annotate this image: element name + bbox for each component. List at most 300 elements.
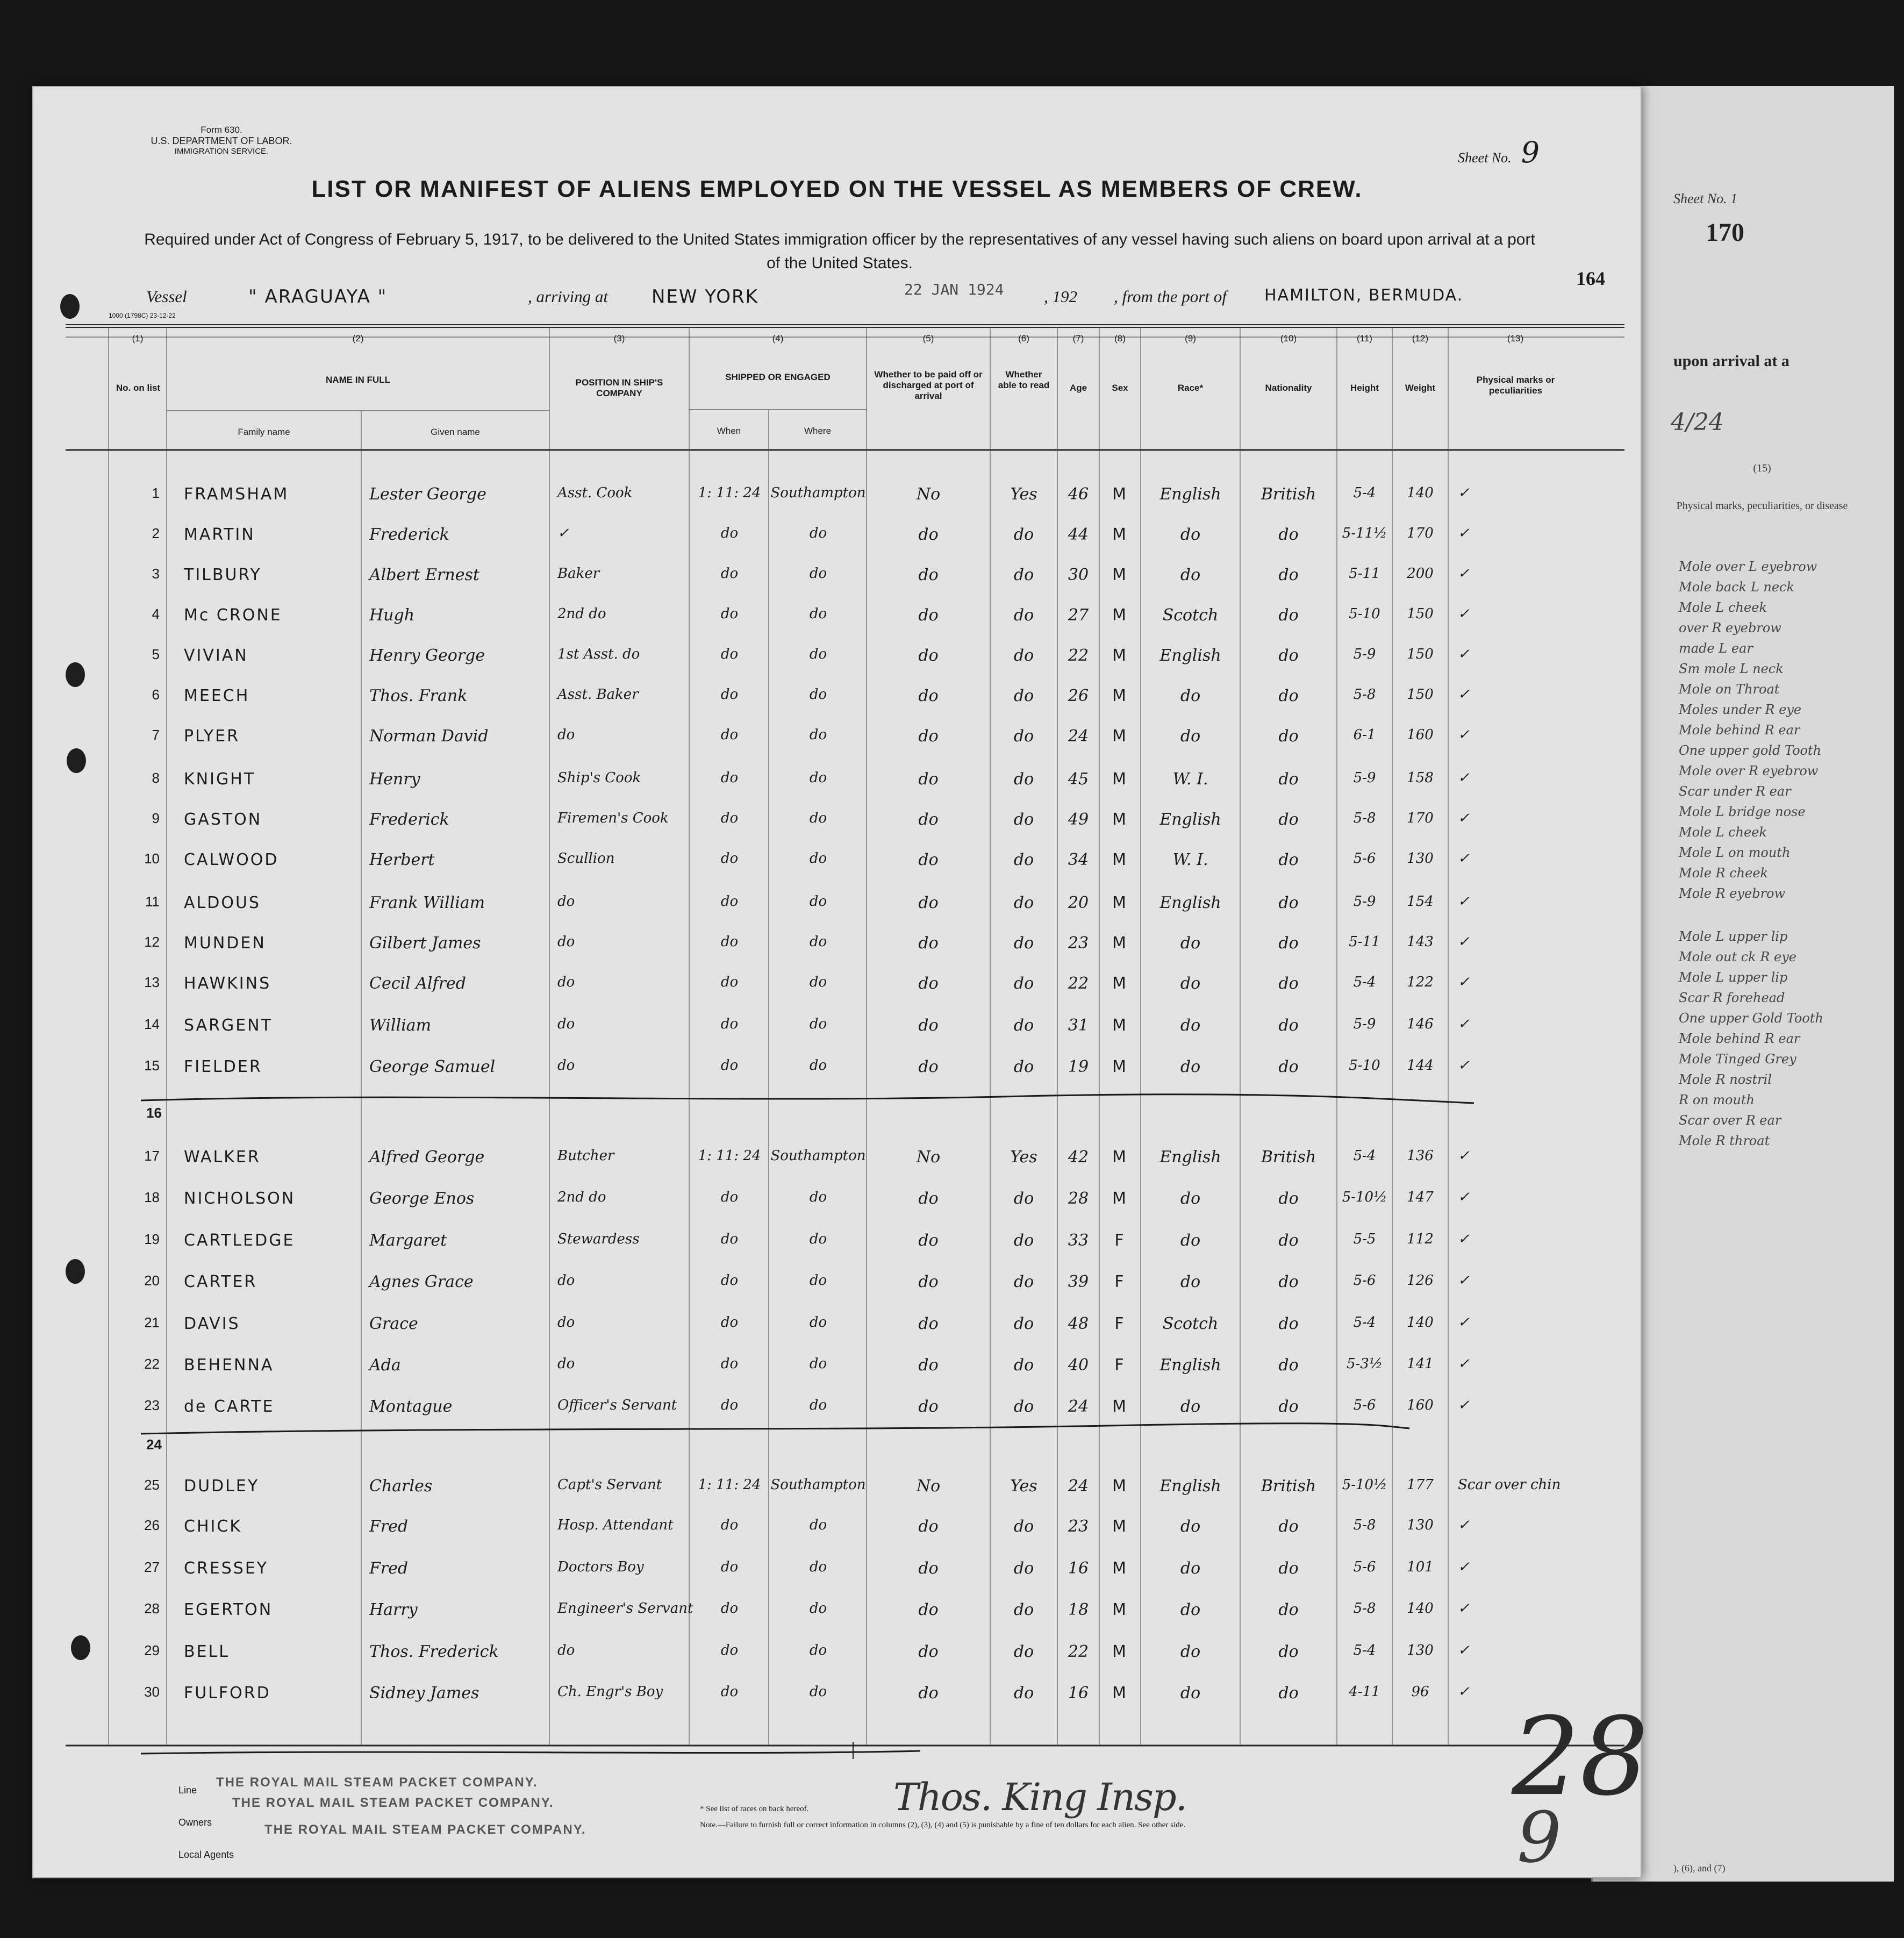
height-cell: 5-10	[1349, 606, 1380, 622]
race-cell: do	[1180, 1600, 1201, 1619]
footer-agents-label: Local Agents	[178, 1849, 234, 1860]
position-cell: Doctors Boy	[557, 1559, 644, 1575]
position-cell: Stewardess	[557, 1231, 640, 1247]
given-name-cell: Cecil Alfred	[369, 974, 466, 993]
date-stamp: 22 JAN 1924	[904, 281, 1004, 298]
nationality-cell: do	[1278, 1231, 1299, 1250]
given-name-cell: Albert Ernest	[369, 566, 479, 584]
weight-cell: 122	[1407, 974, 1434, 990]
when-cell: do	[720, 566, 739, 582]
where-cell: do	[809, 1397, 827, 1413]
column-number: (10)	[1280, 333, 1297, 344]
able-read-cell: do	[1013, 1642, 1034, 1661]
family-name-cell: MEECH	[184, 686, 250, 705]
height-cell: 5-6	[1353, 1272, 1376, 1289]
nationality-cell: British	[1261, 1477, 1316, 1496]
physical-marks-cell: ✓	[1458, 1057, 1470, 1074]
physical-marks-cell: ✓	[1458, 850, 1470, 867]
given-name-cell: Thos. Frederick	[369, 1642, 499, 1661]
family-name-cell: VIVIAN	[184, 646, 248, 665]
physical-marks-cell: ✓	[1458, 810, 1470, 826]
height-cell: 5-4	[1353, 1314, 1376, 1331]
able-read-cell: do	[1013, 810, 1034, 829]
height-cell: 5-4	[1353, 485, 1376, 501]
where-cell: do	[809, 646, 827, 662]
age-cell: 46	[1068, 485, 1089, 504]
row-number: 29	[144, 1642, 160, 1658]
given-name-cell: George Samuel	[369, 1057, 496, 1076]
family-name-cell: SARGENT	[184, 1016, 273, 1035]
physical-marks-cell: ✓	[1458, 646, 1470, 662]
family-name-cell: CARTER	[184, 1272, 257, 1291]
sex-cell: M	[1112, 1148, 1128, 1167]
height-cell: 5-10½	[1342, 1477, 1387, 1493]
where-cell: do	[809, 606, 827, 622]
family-name-cell: EGERTON	[184, 1600, 273, 1619]
weight-cell: 170	[1407, 810, 1434, 826]
race-cell: do	[1180, 934, 1201, 953]
where-cell: do	[809, 934, 827, 950]
when-cell: do	[720, 1397, 739, 1413]
sex-cell: M	[1112, 686, 1128, 705]
position-cell: 2nd do	[557, 1189, 606, 1205]
row-number: 30	[144, 1684, 160, 1700]
position-cell: do	[557, 1314, 575, 1331]
back-sheet-note: Mole L on mouth	[1679, 845, 1791, 860]
when-cell: do	[720, 1231, 739, 1247]
where-cell: do	[809, 686, 827, 703]
height-cell: 5-4	[1353, 1148, 1376, 1164]
weight-cell: 140	[1407, 1600, 1434, 1617]
physical-marks-cell: ✓	[1458, 1559, 1470, 1575]
nationality-cell: do	[1278, 1600, 1299, 1619]
where-cell: do	[809, 810, 827, 826]
where-cell: do	[809, 566, 827, 582]
sex-cell: M	[1112, 1057, 1128, 1076]
when-cell: do	[720, 974, 739, 990]
height-cell: 5-6	[1353, 1559, 1376, 1575]
height-cell: 4-11	[1349, 1684, 1380, 1700]
nine-annotation: 9	[1517, 1797, 1562, 1878]
sex-cell: M	[1112, 606, 1128, 625]
paid-off-cell: do	[918, 850, 939, 869]
family-name-cell: FULFORD	[184, 1684, 271, 1703]
paid-off-cell: do	[918, 934, 939, 953]
race-cell: do	[1180, 974, 1201, 993]
height-cell: 5-4	[1353, 974, 1376, 990]
height-cell: 5-4	[1353, 1642, 1376, 1658]
sex-cell: M	[1112, 485, 1128, 504]
year-label: , 192	[1044, 287, 1077, 306]
paid-off-cell: do	[918, 770, 939, 789]
given-name-cell: Ada	[369, 1356, 401, 1375]
weight-cell: 150	[1407, 686, 1434, 703]
sex-cell: F	[1114, 1314, 1126, 1333]
row-number: 27	[144, 1559, 160, 1575]
when-cell: do	[720, 1016, 739, 1032]
when-cell: do	[720, 1189, 739, 1205]
paid-off-cell: do	[918, 1517, 939, 1536]
nationality-cell: do	[1278, 727, 1299, 746]
sex-cell: M	[1112, 770, 1128, 789]
column-number: (6)	[1018, 333, 1029, 344]
height-cell: 5-8	[1353, 1517, 1376, 1533]
weight-cell: 160	[1407, 1397, 1434, 1413]
age-cell: 33	[1068, 1231, 1089, 1250]
able-read-cell: do	[1013, 1189, 1034, 1208]
race-cell: do	[1180, 1189, 1201, 1208]
position-cell: Butcher	[557, 1148, 614, 1164]
where-cell: do	[809, 1189, 827, 1205]
race-cell: do	[1180, 1642, 1201, 1661]
nationality-cell: British	[1261, 1148, 1316, 1167]
able-read-cell: do	[1013, 1559, 1034, 1578]
where-cell: do	[809, 1642, 827, 1658]
back-sheet-footer: ), (6), and (7)	[1673, 1863, 1726, 1873]
age-cell: 16	[1068, 1559, 1089, 1578]
row-number: 26	[144, 1517, 160, 1533]
physical-marks-cell: ✓	[1458, 1517, 1470, 1533]
weight-cell: 140	[1407, 485, 1434, 501]
able-read-cell: do	[1013, 525, 1034, 544]
header-where: Where	[804, 426, 832, 436]
inspector-signature: Thos. King Insp.	[893, 1775, 1186, 1819]
when-cell: do	[720, 810, 739, 826]
column-number: (12)	[1412, 333, 1429, 344]
race-cell: do	[1180, 1397, 1201, 1416]
back-sheet-note: Mole behind R ear	[1679, 723, 1800, 738]
paid-off-cell: do	[918, 1642, 939, 1661]
column-number: (1)	[132, 333, 144, 344]
back-sheet-note: made L ear	[1679, 641, 1753, 656]
age-cell: 40	[1068, 1356, 1089, 1375]
back-sheet-note: Sm mole L neck	[1679, 661, 1784, 676]
sex-cell: M	[1112, 1016, 1128, 1035]
page-subtitle: Required under Act of Congress of February 5, 1917, to be delivered to the United States immigration officer by the representatives of any vessel having such aliens on board upon arrival at a port of the United States.	[144, 231, 1535, 272]
column-number: (7)	[1072, 333, 1084, 344]
race-cell: English	[1159, 893, 1221, 912]
given-name-cell: Fred	[369, 1517, 409, 1536]
back-sheet-note: Mole L bridge nose	[1679, 804, 1806, 819]
family-name-cell: CALWOOD	[184, 850, 279, 869]
back-sheet-arrival: upon arrival at a	[1673, 352, 1790, 370]
race-cell: do	[1180, 727, 1201, 746]
sex-cell: M	[1112, 525, 1128, 544]
weight-cell: 130	[1407, 1517, 1434, 1533]
column-number: (8)	[1114, 333, 1126, 344]
physical-marks-cell: ✓	[1458, 606, 1470, 622]
height-cell: 5-10½	[1342, 1189, 1387, 1205]
race-cell: do	[1180, 1517, 1201, 1536]
where-cell: do	[809, 1356, 827, 1372]
header-race: Race*	[1177, 383, 1204, 393]
age-cell: 28	[1068, 1189, 1089, 1208]
paid-off-cell: do	[918, 1272, 939, 1291]
header-when: When	[717, 426, 741, 436]
back-sheet-note: Mole L cheek	[1679, 600, 1767, 615]
position-cell: Baker	[557, 566, 600, 582]
age-cell: 26	[1068, 686, 1089, 705]
back-sheet-note: Mole Tinged Grey	[1679, 1052, 1796, 1067]
paid-off-cell: No	[916, 1148, 941, 1167]
row-number: 22	[144, 1356, 160, 1372]
paid-off-cell: do	[918, 974, 939, 993]
back-sheet-note: Scar over R ear	[1679, 1113, 1781, 1128]
given-name-cell: Hugh	[369, 606, 415, 625]
age-cell: 30	[1068, 566, 1089, 584]
vessel-label: Vessel	[146, 287, 187, 306]
row-number: 19	[144, 1231, 160, 1247]
height-cell: 6-1	[1353, 727, 1376, 743]
row-number: 4	[152, 606, 160, 622]
paid-off-cell: do	[918, 1559, 939, 1578]
able-read-cell: do	[1013, 893, 1034, 912]
physical-marks-cell: ✓	[1458, 686, 1470, 703]
able-read-cell: do	[1013, 934, 1034, 953]
row-number: 9	[152, 810, 160, 826]
nationality-cell: do	[1278, 606, 1299, 625]
able-read-cell: do	[1013, 566, 1034, 584]
physical-marks-cell: ✓	[1458, 934, 1470, 950]
physical-marks-cell: ✓	[1458, 1189, 1470, 1205]
header-paid-off: Whether to be paid off or discharged at port of arrival	[874, 369, 983, 401]
back-sheet-note: One upper Gold Tooth	[1679, 1011, 1823, 1026]
nationality-cell: do	[1278, 850, 1299, 869]
able-read-cell: do	[1013, 770, 1034, 789]
given-name-cell: Frederick	[369, 810, 449, 829]
age-cell: 42	[1068, 1148, 1089, 1167]
when-cell: do	[720, 893, 739, 910]
family-name-cell: CARTLEDGE	[184, 1231, 295, 1250]
age-cell: 39	[1068, 1272, 1089, 1291]
nationality-cell: do	[1278, 934, 1299, 953]
row-number: 21	[144, 1314, 160, 1331]
print-reference: 1000 (1798C) 23-12-22	[109, 312, 176, 319]
height-cell: 5-9	[1353, 770, 1376, 786]
row-number: 6	[152, 686, 160, 703]
back-sheet-note: Mole on Throat	[1679, 682, 1780, 697]
race-cell: English	[1159, 485, 1221, 504]
total-annotation: 28	[1512, 1694, 1649, 1820]
weight-cell: 140	[1407, 1314, 1434, 1331]
back-sheet-note: over R eyebrow	[1679, 620, 1781, 635]
height-cell: 5-9	[1353, 893, 1376, 910]
family-name-cell: NICHOLSON	[184, 1189, 296, 1208]
when-cell: 1: 11: 24	[698, 485, 761, 501]
where-cell: do	[809, 1016, 827, 1032]
able-read-cell: do	[1013, 1057, 1034, 1076]
where-cell: do	[809, 974, 827, 990]
sheet-164: 164	[1576, 268, 1605, 289]
family-name-cell: KNIGHT	[184, 770, 256, 789]
when-cell: do	[720, 1684, 739, 1700]
position-cell: do	[557, 1016, 575, 1032]
nationality-cell: do	[1278, 525, 1299, 544]
able-read-cell: do	[1013, 1356, 1034, 1375]
where-cell: Southampton	[770, 485, 866, 501]
where-cell: do	[809, 893, 827, 910]
when-cell: do	[720, 1642, 739, 1658]
weight-cell: 200	[1407, 566, 1434, 582]
position-cell: Firemen's Cook	[557, 810, 669, 826]
nationality-cell: do	[1278, 1642, 1299, 1661]
row-number: 12	[144, 934, 160, 950]
when-cell: do	[720, 606, 739, 622]
age-cell: 24	[1068, 727, 1089, 746]
back-sheet-note: Mole over L eyebrow	[1679, 559, 1817, 574]
weight-cell: 170	[1407, 525, 1434, 541]
manifest-sheet	[32, 86, 1649, 1878]
nationality-cell: do	[1278, 1356, 1299, 1375]
paid-off-cell: do	[918, 1684, 939, 1703]
height-cell: 5-5	[1353, 1231, 1376, 1247]
where-cell: do	[809, 1684, 827, 1700]
header-weight: Weight	[1405, 383, 1436, 393]
footnote-note: Note.—Failure to furnish full or correct information in columns (2), (3), (4) and (5) is punishable by a fine of ten dollars for each alien. See other side.	[700, 1821, 1186, 1829]
race-cell: do	[1180, 1272, 1201, 1291]
row-number: 1	[152, 485, 160, 501]
nationality-cell: British	[1261, 485, 1316, 504]
footnote-races: * See list of races on back hereof.	[700, 1805, 809, 1813]
family-name-cell: TILBURY	[184, 566, 262, 584]
position-cell: 2nd do	[557, 606, 606, 622]
sex-cell: M	[1112, 1642, 1128, 1661]
physical-marks-cell: ✓	[1458, 893, 1470, 910]
position-cell: do	[557, 974, 575, 990]
physical-marks-cell: ✓	[1458, 1272, 1470, 1289]
weight-cell: 147	[1407, 1189, 1434, 1205]
race-cell: English	[1159, 1477, 1221, 1496]
race-cell: do	[1180, 1057, 1201, 1076]
row-number: 17	[144, 1148, 160, 1164]
paid-off-cell: No	[916, 1477, 941, 1496]
height-cell: 5-9	[1353, 1016, 1376, 1032]
family-name-cell: WALKER	[184, 1148, 261, 1167]
back-sheet-column-no: (15)	[1753, 462, 1771, 474]
race-cell: English	[1159, 1356, 1221, 1375]
where-cell: do	[809, 1559, 827, 1575]
row-number: 7	[152, 727, 160, 743]
given-name-cell: Harry	[369, 1600, 418, 1619]
position-cell: Asst. Baker	[557, 686, 639, 703]
sex-cell: M	[1112, 934, 1128, 953]
race-cell: English	[1159, 646, 1221, 665]
nationality-cell: do	[1278, 1057, 1299, 1076]
age-cell: 22	[1068, 1642, 1089, 1661]
race-cell: do	[1180, 566, 1201, 584]
back-sheet-note: Mole out ck R eye	[1679, 949, 1796, 964]
owners-company-stamp: THE ROYAL MAIL STEAM PACKET COMPANY.	[232, 1796, 554, 1810]
where-cell: do	[809, 1517, 827, 1533]
back-sheet-note: Mole R cheek	[1679, 866, 1769, 881]
race-cell: English	[1159, 1148, 1221, 1167]
back-sheet-note: Mole L upper lip	[1679, 970, 1788, 985]
when-cell: do	[720, 686, 739, 703]
physical-marks-cell: ✓	[1458, 1231, 1470, 1247]
back-sheet-column-head: Physical marks, peculiarities, or disease	[1676, 500, 1848, 512]
when-cell: do	[720, 1559, 739, 1575]
physical-marks-cell: ✓	[1458, 1642, 1470, 1658]
nationality-cell: do	[1278, 1684, 1299, 1703]
where-cell: Southampton	[770, 1477, 866, 1493]
family-name-cell: CHICK	[184, 1517, 242, 1536]
nationality-cell: do	[1278, 686, 1299, 705]
header-name-in-full: NAME IN FULL	[326, 375, 390, 385]
position-cell: Scullion	[557, 850, 615, 867]
race-cell: do	[1180, 1684, 1201, 1703]
position-cell: do	[557, 1057, 575, 1074]
given-name-cell: Grace	[369, 1314, 418, 1333]
age-cell: 19	[1068, 1057, 1089, 1076]
age-cell: 24	[1068, 1397, 1089, 1416]
weight-cell: 158	[1407, 770, 1434, 786]
paid-off-cell: do	[918, 727, 939, 746]
weight-cell: 150	[1407, 646, 1434, 662]
sex-cell: M	[1112, 1600, 1128, 1619]
able-read-cell: do	[1013, 646, 1034, 665]
position-cell: Ch. Engr's Boy	[557, 1684, 663, 1700]
position-cell: do	[557, 1356, 575, 1372]
position-cell: Hosp. Attendant	[557, 1517, 674, 1533]
back-sheet-note: Mole behind R ear	[1679, 1031, 1800, 1046]
sex-cell: M	[1112, 566, 1128, 584]
back-sheet-note: Scar R forehead	[1679, 990, 1785, 1005]
able-read-cell: do	[1013, 1314, 1034, 1333]
family-name-cell: FIELDER	[184, 1057, 262, 1076]
family-name-cell: PLYER	[184, 727, 240, 746]
height-cell: 5-8	[1353, 810, 1376, 826]
age-cell: 49	[1068, 810, 1089, 829]
position-cell: Capt's Servant	[557, 1477, 662, 1493]
header-position: POSITION IN SHIP'S COMPANY	[575, 377, 663, 398]
age-cell: 22	[1068, 974, 1089, 993]
header-given-name: Given name	[431, 427, 480, 437]
when-cell: do	[720, 934, 739, 950]
position-cell: Engineer's Servant	[557, 1600, 693, 1617]
race-cell: W. I.	[1172, 770, 1208, 789]
paid-off-cell: do	[918, 893, 939, 912]
where-cell: do	[809, 727, 827, 743]
weight-cell: 150	[1407, 606, 1434, 622]
header-physical-marks: Physical marks or peculiarities	[1476, 375, 1555, 396]
sex-cell: M	[1112, 1559, 1128, 1578]
given-name-cell: Gilbert James	[369, 934, 481, 953]
given-name-cell: Frederick	[369, 525, 449, 544]
where-cell: do	[809, 1600, 827, 1617]
height-cell: 5-11½	[1342, 525, 1387, 541]
race-cell: do	[1180, 1231, 1201, 1250]
physical-marks-cell: ✓	[1458, 1148, 1470, 1164]
weight-cell: 141	[1407, 1356, 1434, 1372]
paid-off-cell: do	[918, 1189, 939, 1208]
paid-off-cell: do	[918, 1057, 939, 1076]
when-cell: do	[720, 646, 739, 662]
nationality-cell: do	[1278, 810, 1299, 829]
position-cell: ✓	[557, 525, 569, 541]
when-cell: do	[720, 770, 739, 786]
position-cell: do	[557, 1642, 575, 1658]
nationality-cell: do	[1278, 1559, 1299, 1578]
row-number: 3	[152, 566, 160, 582]
back-sheet-note: Mole back L neck	[1679, 580, 1795, 595]
given-name-cell: Norman David	[369, 727, 489, 746]
family-name-cell: DAVIS	[184, 1314, 240, 1333]
paid-off-cell: do	[918, 1016, 939, 1035]
height-cell: 5-8	[1353, 1600, 1376, 1617]
weight-cell: 112	[1407, 1231, 1434, 1247]
sex-cell: M	[1112, 974, 1128, 993]
row-number: 23	[144, 1397, 160, 1413]
